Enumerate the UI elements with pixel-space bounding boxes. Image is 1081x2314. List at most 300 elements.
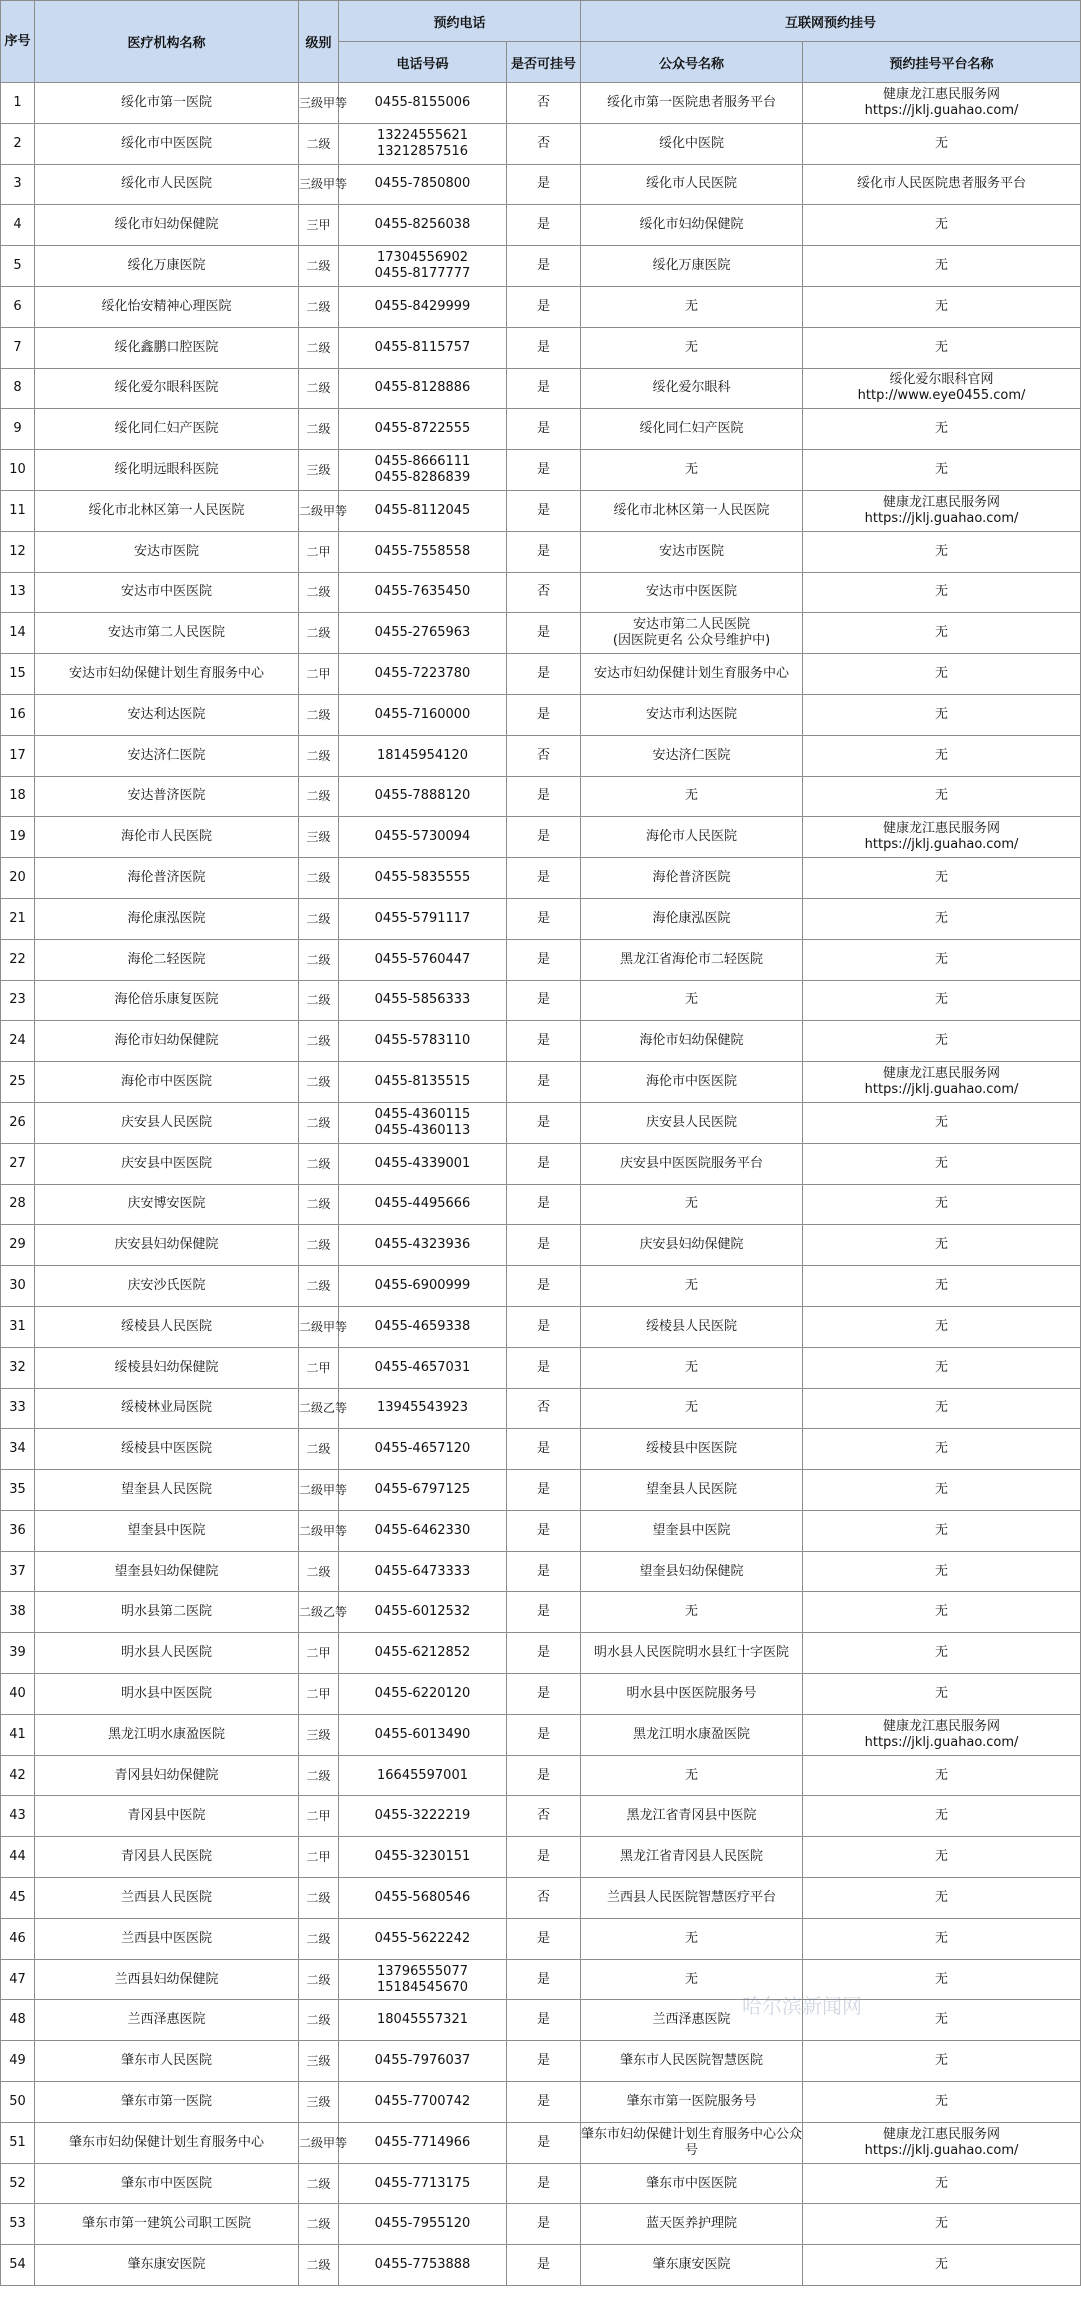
row-can-book: 是 [507, 2000, 581, 2041]
row-no: 14 [1, 613, 35, 654]
row-phone: 0455-7160000 [339, 694, 507, 735]
row-platform: 绥化爱尔眼科官网 http://www.eye0455.com/ [803, 368, 1081, 409]
table-row [1, 1674, 1081, 1715]
row-no: 36 [1, 1510, 35, 1551]
table-row [1, 531, 1081, 572]
row-level: 三级 [299, 450, 339, 491]
row-phone: 13945543923 [339, 1388, 507, 1429]
row-hospital-name: 安达济仁医院 [35, 735, 299, 776]
row-account: 绥化万康医院 [581, 246, 803, 287]
row-no: 38 [1, 1592, 35, 1633]
table-row [1, 2122, 1081, 2163]
row-platform: 无 [803, 1959, 1081, 2000]
header-platform: 预约挂号平台名称 [803, 42, 1081, 83]
row-account: 无 [581, 980, 803, 1021]
row-account: 海伦康泓医院 [581, 898, 803, 939]
row-hospital-name: 绥化同仁妇产医院 [35, 409, 299, 450]
row-level: 二甲 [299, 1796, 339, 1837]
row-platform: 无 [803, 939, 1081, 980]
row-no: 5 [1, 246, 35, 287]
row-level: 二级 [299, 1225, 339, 1266]
row-phone: 0455-5783110 [339, 1021, 507, 1062]
row-can-book: 是 [507, 286, 581, 327]
row-can-book: 是 [507, 164, 581, 205]
row-account: 肇东康安医院 [581, 2245, 803, 2286]
row-platform: 无 [803, 1225, 1081, 1266]
row-hospital-name: 海伦普济医院 [35, 858, 299, 899]
row-platform: 无 [803, 858, 1081, 899]
row-no: 35 [1, 1470, 35, 1511]
table-row [1, 2041, 1081, 2082]
row-phone: 0455-8115757 [339, 327, 507, 368]
row-can-book: 否 [507, 1878, 581, 1919]
row-can-book: 是 [507, 1714, 581, 1755]
row-can-book: 是 [507, 2122, 581, 2163]
row-phone: 0455-6473333 [339, 1551, 507, 1592]
row-level: 二甲 [299, 654, 339, 695]
row-can-book: 是 [507, 980, 581, 1021]
row-platform: 无 [803, 1796, 1081, 1837]
row-phone: 0455-6462330 [339, 1510, 507, 1551]
row-account: 无 [581, 1755, 803, 1796]
row-platform: 无 [803, 531, 1081, 572]
row-hospital-name: 黑龙江明水康盈医院 [35, 1714, 299, 1755]
header-internet-booking: 互联网预约挂号 [581, 1, 1081, 42]
row-can-book: 是 [507, 246, 581, 287]
row-account: 绥化市人民医院 [581, 164, 803, 205]
row-hospital-name: 安达普济医院 [35, 776, 299, 817]
table-row [1, 1551, 1081, 1592]
header-can-book: 是否可挂号 [507, 42, 581, 83]
row-hospital-name: 安达市妇幼保健计划生育服务中心 [35, 654, 299, 695]
row-level: 二级甲等 [299, 1510, 339, 1551]
row-account: 黑龙江省青冈县人民医院 [581, 1837, 803, 1878]
row-account: 绥化市第一医院患者服务平台 [581, 83, 803, 124]
table-row [1, 450, 1081, 491]
row-can-book: 是 [507, 1674, 581, 1715]
table-header [1, 1, 1081, 83]
table-row [1, 327, 1081, 368]
row-hospital-name: 肇东市人民医院 [35, 2041, 299, 2082]
table-row [1, 1796, 1081, 1837]
row-no: 3 [1, 164, 35, 205]
row-platform: 无 [803, 2082, 1081, 2123]
row-level: 二级甲等 [299, 2122, 339, 2163]
row-account: 海伦市中医医院 [581, 1062, 803, 1103]
row-level: 二级 [299, 1551, 339, 1592]
table-row [1, 2204, 1081, 2245]
row-account: 绥棱县中医医院 [581, 1429, 803, 1470]
row-hospital-name: 明水县人民医院 [35, 1633, 299, 1674]
row-level: 二级 [299, 980, 339, 1021]
table-row [1, 2082, 1081, 2123]
row-can-book: 是 [507, 1347, 581, 1388]
row-phone: 0455-7976037 [339, 2041, 507, 2082]
table-row [1, 1959, 1081, 2000]
row-level: 三级 [299, 817, 339, 858]
row-no: 6 [1, 286, 35, 327]
row-no: 2 [1, 123, 35, 164]
row-no: 41 [1, 1714, 35, 1755]
row-level: 二级 [299, 939, 339, 980]
row-phone: 0455-6900999 [339, 1266, 507, 1307]
row-phone: 0455-7713175 [339, 2163, 507, 2204]
row-hospital-name: 青冈县人民医院 [35, 1837, 299, 1878]
row-level: 二级 [299, 327, 339, 368]
row-can-book: 是 [507, 368, 581, 409]
table-row [1, 654, 1081, 695]
row-level: 二甲 [299, 1674, 339, 1715]
table-row [1, 246, 1081, 287]
row-phone: 0455-8135515 [339, 1062, 507, 1103]
row-no: 25 [1, 1062, 35, 1103]
row-no: 24 [1, 1021, 35, 1062]
row-phone: 0455-7753888 [339, 2245, 507, 2286]
row-level: 三甲 [299, 205, 339, 246]
row-phone: 0455-5680546 [339, 1878, 507, 1919]
table-row [1, 1878, 1081, 1919]
row-hospital-name: 兰西县中医医院 [35, 1918, 299, 1959]
row-platform: 无 [803, 1184, 1081, 1225]
row-phone: 0455-5622242 [339, 1918, 507, 1959]
row-platform: 无 [803, 409, 1081, 450]
row-level: 二级 [299, 1878, 339, 1919]
row-account: 望奎县中医院 [581, 1510, 803, 1551]
table-row [1, 858, 1081, 899]
row-no: 33 [1, 1388, 35, 1429]
table-row [1, 1143, 1081, 1184]
row-phone: 16645597001 [339, 1755, 507, 1796]
row-hospital-name: 海伦市人民医院 [35, 817, 299, 858]
header-booking-phone: 预约电话 [339, 1, 581, 42]
table-row [1, 735, 1081, 776]
table-row [1, 776, 1081, 817]
row-hospital-name: 肇东市第一医院 [35, 2082, 299, 2123]
row-no: 51 [1, 2122, 35, 2163]
row-can-book: 否 [507, 83, 581, 124]
row-no: 4 [1, 205, 35, 246]
table-row [1, 1470, 1081, 1511]
row-hospital-name: 海伦市中医医院 [35, 1062, 299, 1103]
row-can-book: 是 [507, 1062, 581, 1103]
row-account: 黑龙江省海伦市二轻医院 [581, 939, 803, 980]
row-level: 二级 [299, 613, 339, 654]
row-account: 无 [581, 1347, 803, 1388]
row-level: 二级 [299, 572, 339, 613]
row-level: 二级 [299, 368, 339, 409]
header-name: 医疗机构名称 [35, 1, 299, 83]
row-can-book: 是 [507, 654, 581, 695]
row-level: 二级 [299, 1755, 339, 1796]
row-phone: 0455-7700742 [339, 2082, 507, 2123]
row-hospital-name: 望奎县妇幼保健院 [35, 1551, 299, 1592]
row-can-book: 是 [507, 776, 581, 817]
row-no: 49 [1, 2041, 35, 2082]
row-account: 肇东市妇幼保健计划生育服务中心公众号 [581, 2122, 803, 2163]
row-account: 肇东市第一医院服务号 [581, 2082, 803, 2123]
row-no: 23 [1, 980, 35, 1021]
row-platform: 健康龙江惠民服务网 https://jklj.guahao.com/ [803, 817, 1081, 858]
row-account: 庆安县人民医院 [581, 1102, 803, 1143]
row-hospital-name: 肇东市中医医院 [35, 2163, 299, 2204]
row-account: 庆安县中医医院服务平台 [581, 1143, 803, 1184]
row-level: 二级 [299, 858, 339, 899]
row-no: 1 [1, 83, 35, 124]
row-hospital-name: 绥化明远眼科医院 [35, 450, 299, 491]
row-account: 肇东市中医医院 [581, 2163, 803, 2204]
row-can-book: 是 [507, 409, 581, 450]
row-no: 29 [1, 1225, 35, 1266]
row-phone: 18145954120 [339, 735, 507, 776]
row-level: 三级 [299, 2082, 339, 2123]
row-can-book: 是 [507, 2082, 581, 2123]
row-account: 望奎县妇幼保健院 [581, 1551, 803, 1592]
row-can-book: 是 [507, 1429, 581, 1470]
row-no: 30 [1, 1266, 35, 1307]
row-account: 蓝天医养护理院 [581, 2204, 803, 2245]
row-no: 50 [1, 2082, 35, 2123]
row-hospital-name: 绥化市北林区第一人民医院 [35, 490, 299, 531]
row-no: 52 [1, 2163, 35, 2204]
row-no: 31 [1, 1306, 35, 1347]
row-hospital-name: 明水县第二医院 [35, 1592, 299, 1633]
table-row [1, 1225, 1081, 1266]
row-platform: 无 [803, 776, 1081, 817]
row-account: 安达市医院 [581, 531, 803, 572]
row-platform: 无 [803, 450, 1081, 491]
row-hospital-name: 安达市医院 [35, 531, 299, 572]
row-platform: 无 [803, 1266, 1081, 1307]
row-hospital-name: 绥棱县妇幼保健院 [35, 1347, 299, 1388]
row-hospital-name: 海伦市妇幼保健院 [35, 1021, 299, 1062]
header-phone: 电话号码 [339, 42, 507, 83]
table-row [1, 1306, 1081, 1347]
row-phone: 0455-5835555 [339, 858, 507, 899]
row-no: 40 [1, 1674, 35, 1715]
row-platform: 无 [803, 2204, 1081, 2245]
row-hospital-name: 兰西县妇幼保健院 [35, 1959, 299, 2000]
row-no: 16 [1, 694, 35, 735]
row-phone: 0455-7955120 [339, 2204, 507, 2245]
row-level: 二级 [299, 2245, 339, 2286]
row-can-book: 是 [507, 1225, 581, 1266]
row-hospital-name: 绥化爱尔眼科医院 [35, 368, 299, 409]
row-level: 三级甲等 [299, 164, 339, 205]
row-level: 二级 [299, 776, 339, 817]
row-level: 二级乙等 [299, 1592, 339, 1633]
row-account: 明水县中医医院服务号 [581, 1674, 803, 1715]
row-can-book: 是 [507, 205, 581, 246]
row-can-book: 是 [507, 1837, 581, 1878]
row-phone: 0455-7558558 [339, 531, 507, 572]
row-hospital-name: 庆安县中医医院 [35, 1143, 299, 1184]
row-phone: 0455-8722555 [339, 409, 507, 450]
header-no: 序号 [1, 1, 35, 83]
row-no: 27 [1, 1143, 35, 1184]
row-phone: 0455-4339001 [339, 1143, 507, 1184]
row-no: 48 [1, 2000, 35, 2041]
row-phone: 0455-8429999 [339, 286, 507, 327]
row-phone: 0455-8256038 [339, 205, 507, 246]
row-level: 二甲 [299, 531, 339, 572]
row-account: 安达市利达医院 [581, 694, 803, 735]
row-level: 二级 [299, 409, 339, 450]
row-platform: 无 [803, 1388, 1081, 1429]
row-hospital-name: 绥棱县人民医院 [35, 1306, 299, 1347]
table-row [1, 1633, 1081, 1674]
table-row [1, 2163, 1081, 2204]
row-hospital-name: 明水县中医医院 [35, 1674, 299, 1715]
table-row [1, 1714, 1081, 1755]
row-no: 34 [1, 1429, 35, 1470]
row-level: 二级 [299, 694, 339, 735]
row-account: 绥化市北林区第一人民医院 [581, 490, 803, 531]
row-can-book: 是 [507, 1266, 581, 1307]
row-platform: 无 [803, 1878, 1081, 1919]
row-platform: 无 [803, 1633, 1081, 1674]
row-platform: 无 [803, 2245, 1081, 2286]
row-can-book: 是 [507, 858, 581, 899]
row-platform: 无 [803, 1347, 1081, 1388]
row-can-book: 是 [507, 1470, 581, 1511]
row-level: 二级甲等 [299, 490, 339, 531]
row-level: 二级 [299, 246, 339, 287]
row-platform: 无 [803, 1510, 1081, 1551]
table-row [1, 368, 1081, 409]
row-can-book: 是 [507, 1184, 581, 1225]
row-platform: 无 [803, 1143, 1081, 1184]
table-row [1, 1592, 1081, 1633]
row-platform: 绥化市人民医院患者服务平台 [803, 164, 1081, 205]
row-phone: 0455-6013490 [339, 1714, 507, 1755]
row-level: 二甲 [299, 1837, 339, 1878]
row-no: 32 [1, 1347, 35, 1388]
row-phone: 0455-7635450 [339, 572, 507, 613]
row-hospital-name: 庆安县人民医院 [35, 1102, 299, 1143]
row-level: 二级 [299, 1062, 339, 1103]
row-phone: 0455-5791117 [339, 898, 507, 939]
row-hospital-name: 肇东市第一建筑公司职工医院 [35, 2204, 299, 2245]
table-row [1, 1510, 1081, 1551]
row-level: 三级甲等 [299, 83, 339, 124]
row-no: 18 [1, 776, 35, 817]
row-account: 绥棱县人民医院 [581, 1306, 803, 1347]
row-platform: 健康龙江惠民服务网 https://jklj.guahao.com/ [803, 1714, 1081, 1755]
row-level: 二级甲等 [299, 1306, 339, 1347]
row-hospital-name: 兰西县人民医院 [35, 1878, 299, 1919]
row-can-book: 是 [507, 1143, 581, 1184]
row-no: 28 [1, 1184, 35, 1225]
row-platform: 无 [803, 1755, 1081, 1796]
row-phone: 0455-4657031 [339, 1347, 507, 1388]
table-row [1, 817, 1081, 858]
row-hospital-name: 望奎县中医院 [35, 1510, 299, 1551]
row-can-book: 是 [507, 1633, 581, 1674]
row-platform: 无 [803, 694, 1081, 735]
row-hospital-name: 肇东市妇幼保健计划生育服务中心 [35, 2122, 299, 2163]
row-phone: 0455-7850800 [339, 164, 507, 205]
row-level: 二级乙等 [299, 1388, 339, 1429]
row-hospital-name: 绥化万康医院 [35, 246, 299, 287]
table-row [1, 1266, 1081, 1307]
row-account: 无 [581, 776, 803, 817]
table-row [1, 205, 1081, 246]
row-platform: 无 [803, 1837, 1081, 1878]
row-account: 兰西泽惠医院 [581, 2000, 803, 2041]
row-can-book: 是 [507, 1918, 581, 1959]
table-row [1, 409, 1081, 450]
table-row [1, 939, 1081, 980]
row-phone: 0455-6220120 [339, 1674, 507, 1715]
row-level: 二级 [299, 286, 339, 327]
row-account: 海伦普济医院 [581, 858, 803, 899]
table-row [1, 1062, 1081, 1103]
row-hospital-name: 绥棱林业局医院 [35, 1388, 299, 1429]
row-account: 明水县人民医院明水县红十字医院 [581, 1633, 803, 1674]
watermark: 哈尔滨新闻网 [742, 1994, 862, 2018]
row-no: 54 [1, 2245, 35, 2286]
row-platform: 无 [803, 286, 1081, 327]
row-hospital-name: 青冈县中医院 [35, 1796, 299, 1837]
row-can-book: 是 [507, 1755, 581, 1796]
table-row [1, 1184, 1081, 1225]
table-row [1, 572, 1081, 613]
row-platform: 无 [803, 1102, 1081, 1143]
row-hospital-name: 绥化市中医医院 [35, 123, 299, 164]
row-hospital-name: 望奎县人民医院 [35, 1470, 299, 1511]
row-hospital-name: 绥化怡安精神心理医院 [35, 286, 299, 327]
row-phone: 18045557321 [339, 2000, 507, 2041]
row-account: 海伦市人民医院 [581, 817, 803, 858]
row-account: 无 [581, 1592, 803, 1633]
table-body [1, 83, 1081, 2286]
row-can-book: 是 [507, 2245, 581, 2286]
row-can-book: 是 [507, 327, 581, 368]
row-phone: 17304556902 0455-8177777 [339, 246, 507, 287]
table-row [1, 980, 1081, 1021]
row-platform: 无 [803, 123, 1081, 164]
row-can-book: 是 [507, 2041, 581, 2082]
row-no: 20 [1, 858, 35, 899]
row-hospital-name: 庆安县妇幼保健院 [35, 1225, 299, 1266]
table-row [1, 1755, 1081, 1796]
row-can-book: 是 [507, 2204, 581, 2245]
row-platform: 无 [803, 1306, 1081, 1347]
row-level: 二级 [299, 1266, 339, 1307]
table-row [1, 1388, 1081, 1429]
row-platform: 无 [803, 1592, 1081, 1633]
row-account: 安达济仁医院 [581, 735, 803, 776]
row-account: 无 [581, 1959, 803, 2000]
row-account: 无 [581, 450, 803, 491]
row-level: 二级 [299, 735, 339, 776]
row-no: 10 [1, 450, 35, 491]
row-level: 二级 [299, 1021, 339, 1062]
row-platform: 无 [803, 1470, 1081, 1511]
table-row [1, 123, 1081, 164]
row-platform: 无 [803, 1918, 1081, 1959]
row-account: 绥化爱尔眼科 [581, 368, 803, 409]
row-phone: 0455-6012532 [339, 1592, 507, 1633]
row-level: 二级 [299, 1184, 339, 1225]
table-row [1, 2000, 1081, 2041]
row-account: 黑龙江省青冈县中医院 [581, 1796, 803, 1837]
row-phone: 0455-8112045 [339, 490, 507, 531]
row-no: 53 [1, 2204, 35, 2245]
row-level: 二级 [299, 2163, 339, 2204]
row-can-book: 是 [507, 450, 581, 491]
row-phone: 0455-6212852 [339, 1633, 507, 1674]
